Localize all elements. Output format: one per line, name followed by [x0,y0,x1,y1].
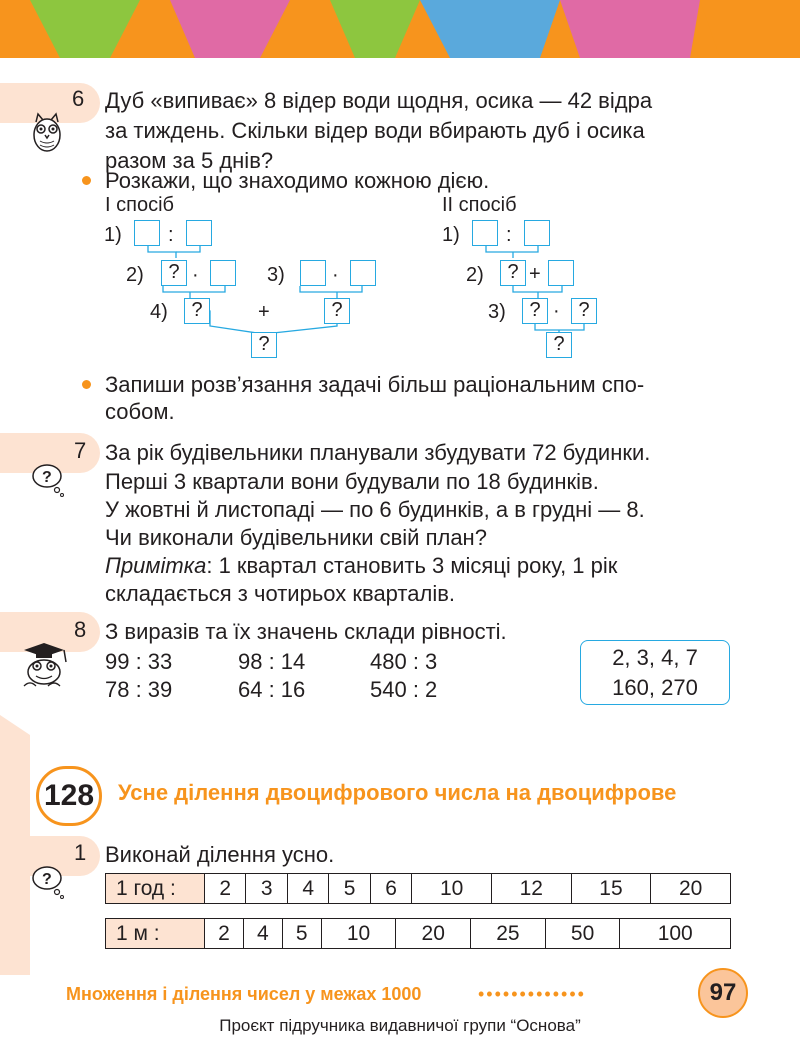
empty-box [548,260,574,286]
table-cell: 2 [205,919,244,949]
table-cell: 20 [651,874,731,904]
table-cell: 3 [246,874,287,904]
table-cell: 4 [287,874,328,904]
task-7-line-4: Чи виконали будівельники свій план? [105,525,487,550]
table-cell: 50 [545,919,620,949]
table-cell: 5 [282,919,321,949]
step-1-label: 1) [104,224,122,246]
step-2-label: 2) [466,264,484,286]
colon-sign: : [168,224,174,246]
meter-division-table [105,918,731,949]
task-6-bullet-2-line-2: собом. [105,399,175,424]
question-box: ? [546,332,572,358]
footer-section-title: Множення і ділення чисел у межах 1000 [66,984,422,1004]
expression: 98 : 14 [238,649,306,674]
empty-box [210,260,236,286]
question-box: ? [161,260,187,286]
hour-division-table [105,873,731,904]
footer-credit: Проєкт підручника видавничої групи “Основа” [219,1016,581,1035]
table-cell: 5 [329,874,370,904]
colon-sign: : [506,224,512,246]
svg-text:?: ? [42,469,52,486]
way-1-label: І спосіб [105,194,174,216]
table-cell: 12 [491,874,571,904]
values-box [580,640,730,705]
task-7-line-2: Перші 3 квартали вони будували по 18 будинків. [105,469,599,494]
table-cell: 4 [243,919,282,949]
task-7-line-1: За рік будівельники планували збудувати 72 будинки. [105,440,651,465]
table-row-head: 1 м : [106,919,205,949]
task-6-line-1: Дуб «випиває» 8 відер води щодня, осика — 42 відра [105,88,653,113]
lesson-number-badge: 128 [36,766,102,826]
question-box: ? [251,332,277,358]
plus-sign: + [258,301,270,323]
expression: 78 : 39 [105,677,173,702]
empty-box [472,220,498,246]
step-1-label: 1) [442,224,460,246]
table-row [106,874,731,904]
task-6-bullet-2-line-1: Запиши розв’язання задачі більш раціональним спо- [105,372,645,397]
table-row-head: 1 год : [106,874,205,904]
page-number-badge: 97 [698,968,748,1018]
question-box: ? [184,298,210,324]
question-box: ? [571,298,597,324]
step-2-label: 2) [126,264,144,286]
footer-dots: ••••••••••••• [478,984,586,1004]
values-line-1: 2, 3, 4, 7 [612,645,698,670]
step-3-label: 3) [488,301,506,323]
thinking-bubble-icon [30,864,66,900]
expression: 64 : 16 [238,677,306,702]
step-4-label: 4) [150,301,168,323]
note-label: Примітка [105,553,207,578]
task-7-number: 7 [74,438,87,463]
dot-sign: · [332,264,339,286]
table-cell: 10 [321,919,396,949]
task-1-text: Виконай ділення усно. [105,842,335,867]
task-6-line-2: за тиждень. Скільки відер води вбирають дуб і осика [105,118,645,143]
empty-box [300,260,326,286]
table-row [106,919,731,949]
question-box: ? [324,298,350,324]
task-6-line-3: разом за 5 днів? [105,148,274,173]
note-text: : 1 квартал становить 3 місяці року, 1 рік [206,553,618,578]
table-cell: 6 [370,874,411,904]
task-1-number: 1 [74,840,87,865]
step-3-label: 3) [267,264,285,286]
dot-sign: · [192,264,199,286]
table-cell: 20 [396,919,471,949]
task-8-number: 8 [74,617,87,642]
task-7-note-line-1 [105,550,617,581]
empty-box [186,220,212,246]
frog-scholar-icon [14,640,70,692]
way-2-label: ІІ спосіб [442,194,517,216]
svg-text:?: ? [42,871,52,888]
table-cell: 100 [620,919,731,949]
scheme-connector-lines [0,0,800,400]
question-box: ? [522,298,548,324]
thinking-bubble-icon [30,462,66,498]
lesson-title: Усне ділення двоцифрового числа на двоцифрове [118,780,677,805]
empty-box [524,220,550,246]
plus-sign: + [529,263,541,285]
table-cell: 10 [412,874,492,904]
expression: 99 : 33 [105,649,173,674]
task-7-line-3: У жовтні й листопаді — по 6 будинків, а в грудні — 8. [105,497,645,522]
dot-sign: · [553,300,560,322]
question-box: ? [500,260,526,286]
expression: 540 : 2 [370,677,438,702]
task-6-number: 6 [72,86,85,111]
task-7-note-line-2: складається з чотирьох кварталів. [105,581,456,606]
empty-box [134,220,160,246]
task-8-text: З виразів та їх значень склади рівності. [105,619,507,644]
values-line-2: 160, 270 [612,675,698,700]
task-6-bullet-1: Розкажи, що знаходимо кожною дією. [105,168,490,193]
empty-box [350,260,376,286]
table-cell: 25 [471,919,546,949]
table-cell: 2 [205,874,246,904]
expression: 480 : 3 [370,649,438,674]
table-cell: 15 [571,874,651,904]
bullet-dot [82,380,91,389]
